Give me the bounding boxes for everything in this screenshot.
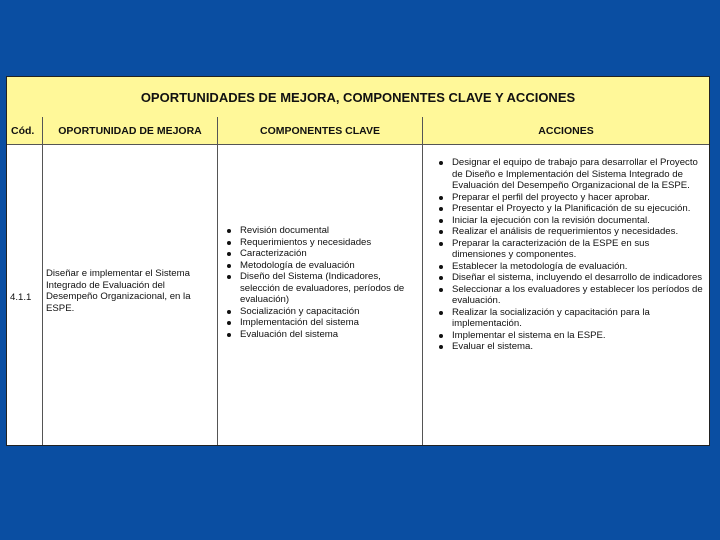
components-list [222,225,418,340]
list-item: Seleccionar a los evaluadores y establecer los períodos de evaluación. [434,284,704,307]
slide-table [6,76,710,446]
list-item: Evaluar el sistema. [434,341,704,353]
row-opportunity: Diseñar e implementar el Sistema Integrado de Evaluación del Desempeño Organizacional, en la ESPE. [46,268,191,314]
table-title: OPORTUNIDADES DE MEJORA, COMPONENTES CLAVE Y ACCIONES [7,77,709,118]
list-item: Preparar la caracterización de la ESPE en sus dimensiones y componentes. [434,238,704,261]
cell-components [218,145,423,445]
cell-opportunity [43,145,218,445]
list-item: Implementar el sistema en la ESPE. [434,330,704,342]
list-item: Realizar la socialización y capacitación para la implementación. [434,307,704,330]
list-item: Metodología de evaluación [222,260,418,272]
list-item: Preparar el perfil del proyecto y hacer aprobar. [434,192,704,204]
list-item: Evaluación del sistema [222,329,418,341]
list-item: Establecer la metodología de evaluación. [434,261,704,273]
header-actions: ACCIONES [423,117,709,145]
list-item: Implementación del sistema [222,317,418,329]
header-components: COMPONENTES CLAVE [218,117,423,145]
list-item: Diseño del Sistema (Indicadores, selección de evaluadores, períodos de evaluación) [222,271,418,306]
list-item: Diseñar el sistema, incluyendo el desarrollo de indicadores [434,272,704,284]
actions-list [434,157,704,353]
list-item: Revisión documental [222,225,418,237]
cell-code [7,145,43,445]
header-cod: Cód. [7,117,43,145]
list-item: Designar el equipo de trabajo para desarrollar el Proyecto de Diseño e Implementación del Sistema Integrado de Evaluación del Desempeño Organizacional de la ESPE. [434,157,704,192]
list-item: Presentar el Proyecto y la Planificación de su ejecución. [434,203,704,215]
row-code: 4.1.1 [10,292,32,303]
list-item: Socialización y capacitación [222,306,418,318]
header-opportunity: OPORTUNIDAD DE MEJORA [43,117,218,145]
list-item: Caracterización [222,248,418,260]
list-item: Iniciar la ejecución con la revisión documental. [434,215,704,227]
cell-actions [423,145,709,445]
list-item: Realizar el análisis de requerimientos y necesidades. [434,226,704,238]
list-item: Requerimientos y necesidades [222,237,418,249]
